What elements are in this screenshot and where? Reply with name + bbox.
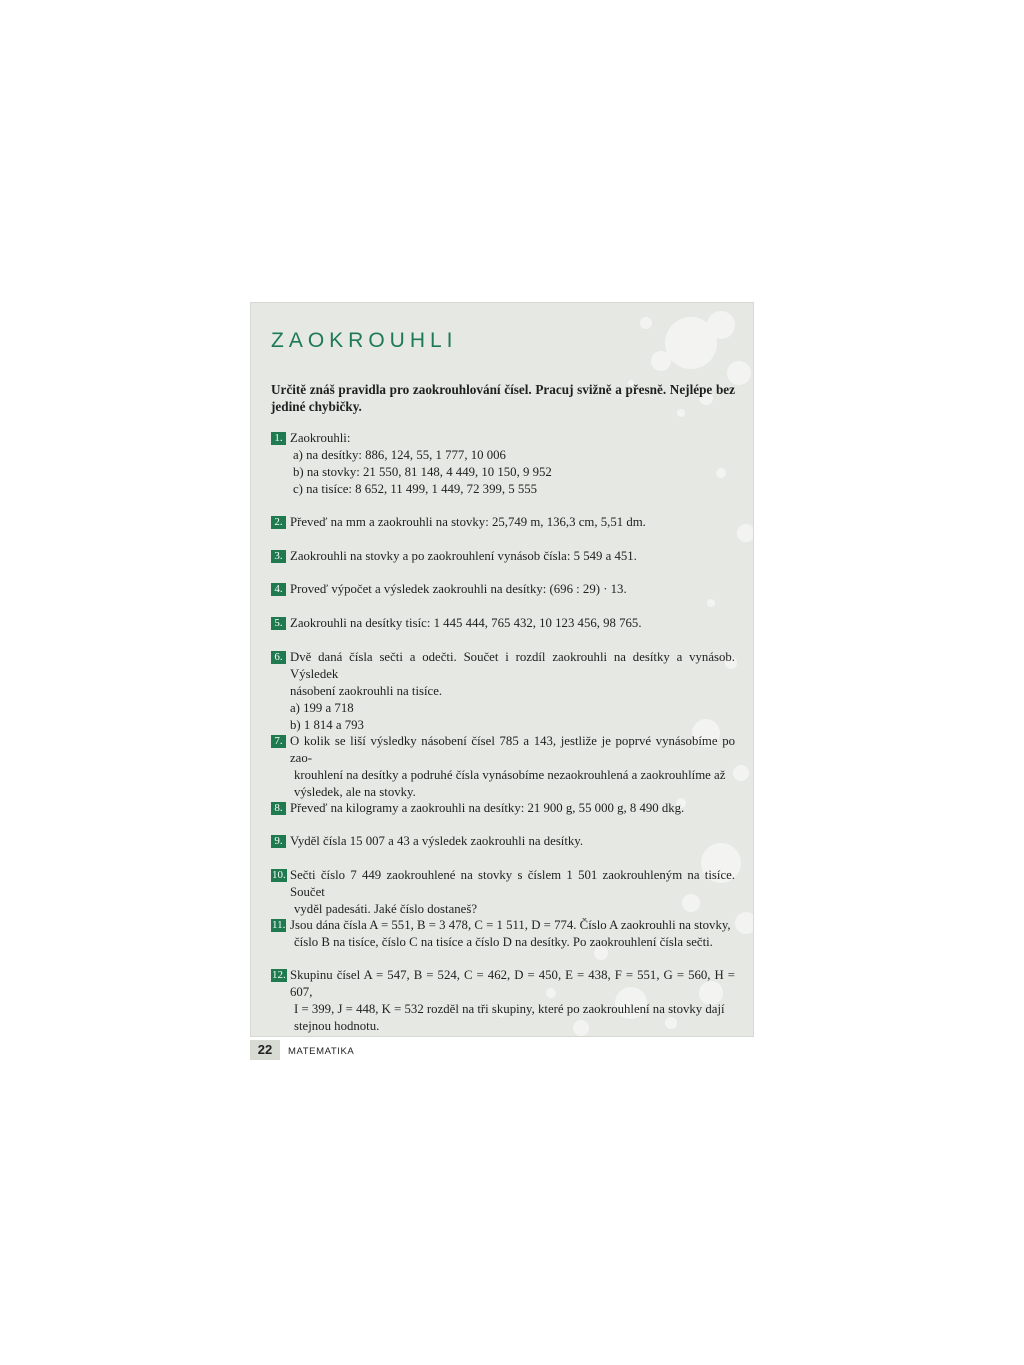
task-9 (271, 833, 735, 850)
task-text: Jsou dána čísla A = 551, B = 3 478, C = 1 511, D = 774. Číslo A zaokrouhli na stovky, (290, 918, 731, 932)
footer-subject-label: MATEMATIKA (288, 1046, 355, 1057)
task-7 (271, 733, 735, 801)
task-number: 10. (272, 869, 286, 881)
task-10 (271, 867, 735, 918)
task-text: O kolik se liší výsledky násobení čísel 785 a 143, jestliže je poprvé vynásobíme po zao- (290, 734, 735, 765)
intro-text: Určitě znáš pravidla pro zaokrouhlování čísel. Pracuj svižně a přesně. Nejlépe bez jediné chybičky. (271, 382, 735, 414)
task-5 (271, 615, 735, 632)
task-4 (271, 581, 735, 598)
task-12 (271, 967, 735, 1035)
page-title: ZAOKROUHLI (271, 329, 458, 352)
task-text: Skupinu čísel A = 547, B = 524, C = 462, D = 450, E = 438, F = 551, G = 560, H = 607, (290, 968, 735, 999)
task-text: Dvě daná čísla sečti a odečti. Součet i rozdíl zaokrouhli na desítky a vynásob. Výsledek (290, 650, 735, 681)
task-text-continuation: krouhlení na desítky a podruhé čísla vynásobíme nezaokrouhlená a zaokrouhlíme až (294, 768, 726, 782)
task-text: Zaokrouhli na desítky tisíc: 1 445 444, 765 432, 10 123 456, 98 765. (290, 616, 642, 630)
task-text: Zaokrouhli na stovky a po zaokrouhlení vynásob čísla: 5 549 a 451. (290, 549, 637, 563)
task-8 (271, 800, 735, 817)
task-text: Sečti číslo 7 449 zaokrouhlené na stovky s číslem 1 501 zaokrouhleným na tisíce. Součet (290, 868, 735, 899)
exercise-panel (250, 302, 754, 1037)
task-number: 6. (271, 651, 286, 664)
task-number: 1. (271, 432, 286, 445)
task-text-continuation: násobení zaokrouhli na tisíce. (290, 684, 443, 698)
page-number: 22 (250, 1040, 280, 1060)
task-1 (271, 430, 735, 498)
task-number: 4. (271, 583, 286, 596)
task-number: 11. (272, 919, 286, 931)
task-text: Převeď na kilogramy a zaokrouhli na desítky: 21 900 g, 55 000 g, 8 490 dkg. (290, 801, 685, 815)
task-text-continuation: I = 399, J = 448, K = 532 rozděl na tři skupiny, které po zaokrouhlení na stovky dají (294, 1002, 725, 1016)
task-11 (271, 917, 735, 951)
task-number: 2. (271, 516, 286, 529)
task-subitem: b) na stovky: 21 550, 81 148, 4 449, 10 150, 9 952 (293, 465, 552, 479)
task-number: 7. (271, 735, 286, 748)
task-3 (271, 548, 735, 565)
task-subitem: a) na desítky: 886, 124, 55, 1 777, 10 006 (293, 448, 506, 462)
task-subitem: a) 199 a 718 (290, 701, 354, 715)
task-text-continuation: výsledek, ale na stovky. (294, 785, 416, 799)
task-2 (271, 514, 735, 531)
task-text: Převeď na mm a zaokrouhli na stovky: 25,749 m, 136,3 cm, 5,51 dm. (290, 515, 646, 529)
task-text-continuation: číslo B na tisíce, číslo C na tisíce a číslo D na desítky. Po zaokrouhlení čísla sečti. (294, 935, 713, 949)
task-text: Zaokrouhli: (290, 431, 351, 445)
task-text: Vyděl čísla 15 007 a 43 a výsledek zaokrouhli na desítky. (290, 834, 584, 848)
task-number: 8. (271, 802, 286, 815)
task-text-continuation: stejnou hodnotu. (294, 1019, 380, 1033)
task-text: Proveď výpočet a výsledek zaokrouhli na desítky: (696 : 29) · 13. (290, 582, 627, 596)
task-text-continuation: vyděl padesáti. Jaké číslo dostaneš? (294, 902, 478, 916)
task-number: 3. (271, 550, 286, 563)
task-subitem: c) na tisíce: 8 652, 11 499, 1 449, 72 399, 5 555 (293, 482, 538, 496)
task-subitem: b) 1 814 a 793 (290, 718, 364, 732)
task-number: 9. (271, 835, 286, 848)
task-6 (271, 649, 735, 734)
task-number: 5. (271, 617, 286, 630)
task-number: 12. (272, 969, 286, 981)
